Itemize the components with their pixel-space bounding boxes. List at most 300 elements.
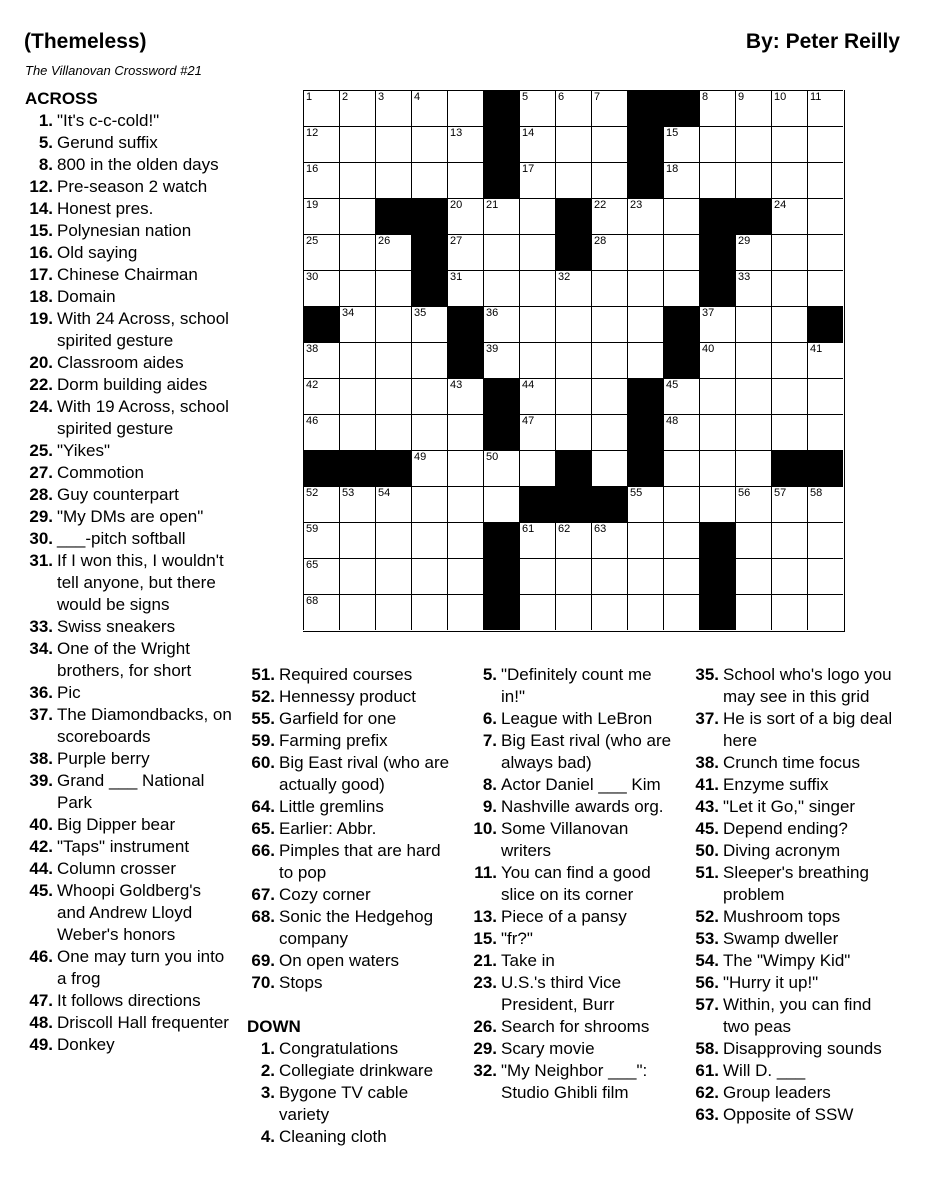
clue-text: School who's logo you may see in this grid xyxy=(723,665,892,706)
grid-cell[interactable] xyxy=(663,414,699,450)
grid-cell[interactable] xyxy=(735,234,771,270)
cell-number: 54 xyxy=(378,487,391,499)
grid-cell[interactable] xyxy=(771,90,807,126)
cell-number: 60 xyxy=(486,523,499,535)
clue-number: 68. xyxy=(251,907,275,926)
clue-text: The "Wimpy Kid" xyxy=(723,951,851,970)
clue-item xyxy=(29,308,232,352)
clue-item xyxy=(251,840,459,884)
grid-cell[interactable] xyxy=(339,486,375,522)
clue-item xyxy=(473,1060,676,1104)
clue-text: "My Neighbor ___": Studio Ghibli film xyxy=(501,1061,648,1102)
clue-number: 10. xyxy=(473,819,497,838)
grid-cell[interactable] xyxy=(663,558,699,594)
clue-item xyxy=(29,748,232,770)
grid-cell[interactable] xyxy=(735,594,771,630)
clue-number: 63. xyxy=(695,1105,719,1124)
clue-text: Pre-season 2 watch xyxy=(57,177,208,196)
grid-cell[interactable] xyxy=(555,126,591,162)
grid-cell[interactable] xyxy=(627,342,663,378)
grid-cell[interactable] xyxy=(411,306,447,342)
grid-cell[interactable] xyxy=(555,558,591,594)
grid-cell[interactable] xyxy=(555,378,591,414)
grid-cell[interactable] xyxy=(771,486,807,522)
clue-item xyxy=(29,242,232,264)
grid-cell[interactable] xyxy=(375,414,411,450)
black-square xyxy=(627,90,663,126)
cell-number: 51 xyxy=(630,451,643,463)
grid-cell[interactable] xyxy=(807,378,843,414)
clue-number: 32. xyxy=(473,1061,497,1080)
grid-cell[interactable] xyxy=(771,378,807,414)
clue-text: Search for shrooms xyxy=(501,1017,650,1036)
black-square xyxy=(735,198,771,234)
grid-cell[interactable] xyxy=(303,342,339,378)
clue-text: "fr?" xyxy=(501,929,533,948)
grid-cell[interactable] xyxy=(627,306,663,342)
cell-number: 35 xyxy=(414,307,427,319)
grid-cell[interactable] xyxy=(339,522,375,558)
grid-cell[interactable] xyxy=(519,126,555,162)
grid-cell[interactable] xyxy=(447,378,483,414)
grid-cell[interactable] xyxy=(447,414,483,450)
clue-item xyxy=(251,730,459,752)
clue-item xyxy=(29,352,232,374)
grid-cell[interactable] xyxy=(339,90,375,126)
grid-cell[interactable] xyxy=(627,198,663,234)
grid-cell[interactable] xyxy=(375,126,411,162)
grid-cell[interactable] xyxy=(519,450,555,486)
grid-cell[interactable] xyxy=(735,378,771,414)
grid-cell[interactable] xyxy=(483,270,519,306)
clue-item xyxy=(695,818,893,840)
clue-number: 25. xyxy=(29,441,53,460)
cell-number: 6 xyxy=(558,91,565,103)
grid-cell[interactable] xyxy=(375,342,411,378)
grid-cell[interactable] xyxy=(771,414,807,450)
grid-cell[interactable] xyxy=(807,342,843,378)
clue-text: Polynesian nation xyxy=(57,221,192,240)
grid-cell[interactable] xyxy=(483,198,519,234)
grid-cell[interactable] xyxy=(519,234,555,270)
cell-number: 47 xyxy=(522,415,535,427)
grid-cell[interactable] xyxy=(303,90,339,126)
grid-cell[interactable] xyxy=(375,306,411,342)
clue-item xyxy=(473,818,676,862)
black-square xyxy=(699,270,735,306)
grid-cell[interactable] xyxy=(483,342,519,378)
clue-text: Big East rival (who are actually good) xyxy=(279,753,450,794)
black-square xyxy=(303,450,339,486)
grid-cell[interactable] xyxy=(375,162,411,198)
grid-cell[interactable] xyxy=(807,234,843,270)
grid-cell[interactable] xyxy=(519,342,555,378)
grid-cell[interactable] xyxy=(627,522,663,558)
grid-cell[interactable] xyxy=(699,378,735,414)
clue-number: 35. xyxy=(695,665,719,684)
cell-number: 37 xyxy=(702,307,715,319)
grid-cell[interactable] xyxy=(735,306,771,342)
clue-number: 4. xyxy=(260,1127,275,1146)
grid-cell[interactable] xyxy=(339,270,375,306)
grid-cell[interactable] xyxy=(699,450,735,486)
cell-number: 16 xyxy=(306,163,319,175)
grid-cell[interactable] xyxy=(663,198,699,234)
grid-cell[interactable] xyxy=(735,342,771,378)
grid-cell[interactable] xyxy=(303,594,339,630)
clue-item xyxy=(29,858,232,880)
cell-number: 9 xyxy=(738,91,745,103)
grid-cell[interactable] xyxy=(807,270,843,306)
cell-number: 63 xyxy=(594,523,607,535)
black-square xyxy=(627,450,663,486)
grid-cell[interactable] xyxy=(303,126,339,162)
black-square xyxy=(699,198,735,234)
grid-cell[interactable] xyxy=(627,558,663,594)
puzzle-title: (Themeless) xyxy=(24,30,147,53)
cell-number: 25 xyxy=(306,235,319,247)
grid-cell[interactable] xyxy=(771,198,807,234)
grid-cell[interactable] xyxy=(411,414,447,450)
grid-cell[interactable] xyxy=(663,378,699,414)
clue-item xyxy=(29,506,232,528)
grid-cell[interactable] xyxy=(555,162,591,198)
grid-cell[interactable] xyxy=(519,162,555,198)
grid-cell[interactable] xyxy=(699,486,735,522)
grid-cell[interactable] xyxy=(771,594,807,630)
clue-text: On open waters xyxy=(279,951,400,970)
clue-number: 5. xyxy=(482,665,497,684)
grid-cell[interactable] xyxy=(771,558,807,594)
grid-cell[interactable] xyxy=(591,90,627,126)
grid-cell[interactable] xyxy=(807,198,843,234)
clue-number: 1. xyxy=(260,1039,275,1058)
grid-cell[interactable] xyxy=(411,162,447,198)
grid-cell[interactable] xyxy=(591,342,627,378)
grid-cell[interactable] xyxy=(807,414,843,450)
grid-cell[interactable] xyxy=(339,378,375,414)
grid-cell[interactable] xyxy=(375,558,411,594)
grid-cell[interactable] xyxy=(339,558,375,594)
grid-cell[interactable] xyxy=(483,486,519,522)
grid-cell[interactable] xyxy=(771,522,807,558)
clue-text: Collegiate drinkware xyxy=(279,1061,434,1080)
grid-cell[interactable] xyxy=(771,342,807,378)
black-square xyxy=(411,270,447,306)
black-square xyxy=(339,450,375,486)
grid-cell[interactable] xyxy=(591,198,627,234)
clue-number: 38. xyxy=(29,749,53,768)
grid-cell[interactable] xyxy=(807,522,843,558)
clue-number: 51. xyxy=(251,665,275,684)
grid-cell[interactable] xyxy=(735,486,771,522)
grid-cell[interactable] xyxy=(627,234,663,270)
grid-cell[interactable] xyxy=(735,414,771,450)
grid-cell[interactable] xyxy=(591,162,627,198)
grid-cell[interactable] xyxy=(447,234,483,270)
grid-cell[interactable] xyxy=(699,306,735,342)
cell-number: 57 xyxy=(774,487,787,499)
clue-item xyxy=(29,770,232,814)
cell-number: 68 xyxy=(306,595,319,607)
clue-number: 45. xyxy=(29,881,53,900)
clue-item xyxy=(29,616,232,638)
grid-cell[interactable] xyxy=(447,198,483,234)
grid-cell[interactable] xyxy=(555,522,591,558)
grid-cell[interactable] xyxy=(519,558,555,594)
grid-cell[interactable] xyxy=(483,450,519,486)
clue-number: 45. xyxy=(695,819,719,838)
grid-cell[interactable] xyxy=(807,558,843,594)
down-heading: DOWN xyxy=(247,1017,301,1036)
black-square xyxy=(627,414,663,450)
grid-cell[interactable] xyxy=(447,450,483,486)
clue-text: Opposite of SSW xyxy=(723,1105,854,1124)
grid-cell[interactable] xyxy=(447,162,483,198)
grid-cell[interactable] xyxy=(339,162,375,198)
clue-number: 57. xyxy=(695,995,719,1014)
cell-number: 22 xyxy=(594,199,607,211)
grid-cell[interactable] xyxy=(663,594,699,630)
grid-cell[interactable] xyxy=(735,450,771,486)
crossword-grid xyxy=(303,90,845,632)
grid-cell[interactable] xyxy=(771,306,807,342)
grid-cell[interactable] xyxy=(303,522,339,558)
grid-cell[interactable] xyxy=(627,270,663,306)
clue-item xyxy=(695,774,893,796)
grid-cell[interactable] xyxy=(483,306,519,342)
grid-cell[interactable] xyxy=(555,90,591,126)
clue-item xyxy=(38,110,232,132)
clue-text: Depend ending? xyxy=(723,819,848,838)
clue-text: "My DMs are open" xyxy=(57,507,204,526)
grid-cell[interactable] xyxy=(339,306,375,342)
clue-text: Big East rival (who are always bad) xyxy=(501,731,672,772)
clue-number: 58. xyxy=(695,1039,719,1058)
clue-item xyxy=(29,264,232,286)
grid-cell[interactable] xyxy=(663,450,699,486)
cell-number: 32 xyxy=(558,271,571,283)
clue-text: "Let it Go," singer xyxy=(723,797,856,816)
grid-cell[interactable] xyxy=(807,162,843,198)
grid-cell[interactable] xyxy=(735,270,771,306)
clue-list xyxy=(260,1038,459,1148)
grid-cell[interactable] xyxy=(339,126,375,162)
grid-cell[interactable] xyxy=(663,486,699,522)
grid-cell[interactable] xyxy=(519,522,555,558)
grid-cell[interactable] xyxy=(411,378,447,414)
cell-number: 46 xyxy=(306,415,319,427)
black-square xyxy=(663,90,699,126)
puzzle-subtitle: The Villanovan Crossword #21 xyxy=(25,63,202,78)
grid-cell[interactable] xyxy=(519,306,555,342)
clue-text: Guy counterpart xyxy=(57,485,179,504)
grid-cell[interactable] xyxy=(375,378,411,414)
clue-number: 28. xyxy=(29,485,53,504)
grid-cell[interactable] xyxy=(591,558,627,594)
grid-cell[interactable] xyxy=(555,594,591,630)
grid-cell[interactable] xyxy=(339,594,375,630)
clue-number: 9. xyxy=(482,797,497,816)
grid-cell[interactable] xyxy=(771,270,807,306)
cell-number: 31 xyxy=(450,271,463,283)
grid-cell[interactable] xyxy=(375,522,411,558)
grid-cell[interactable] xyxy=(411,594,447,630)
grid-cell[interactable] xyxy=(627,594,663,630)
grid-cell[interactable] xyxy=(303,378,339,414)
clue-item xyxy=(695,664,893,708)
grid-cell[interactable] xyxy=(303,486,339,522)
clue-number: 51. xyxy=(695,863,719,882)
grid-cell[interactable] xyxy=(555,342,591,378)
grid-cell[interactable] xyxy=(735,162,771,198)
grid-cell[interactable] xyxy=(519,378,555,414)
grid-cell[interactable] xyxy=(555,414,591,450)
grid-cell[interactable] xyxy=(411,522,447,558)
grid-cell[interactable] xyxy=(447,270,483,306)
grid-cell[interactable] xyxy=(735,126,771,162)
grid-cell[interactable] xyxy=(447,126,483,162)
grid-cell[interactable] xyxy=(591,522,627,558)
grid-cell[interactable] xyxy=(591,450,627,486)
clue-number: 64. xyxy=(251,797,275,816)
grid-cell[interactable] xyxy=(591,378,627,414)
grid-cell[interactable] xyxy=(663,234,699,270)
clue-text: Commotion xyxy=(57,463,144,482)
clue-number: 66. xyxy=(251,841,275,860)
grid-cell[interactable] xyxy=(663,126,699,162)
clue-number: 37. xyxy=(695,709,719,728)
grid-cell[interactable] xyxy=(771,234,807,270)
grid-cell[interactable] xyxy=(339,234,375,270)
grid-cell[interactable] xyxy=(447,558,483,594)
grid-cell[interactable] xyxy=(807,126,843,162)
clue-item xyxy=(251,972,459,994)
grid-cell[interactable] xyxy=(411,486,447,522)
grid-cell[interactable] xyxy=(519,594,555,630)
grid-cell[interactable] xyxy=(303,234,339,270)
grid-cell[interactable] xyxy=(591,270,627,306)
grid-cell[interactable] xyxy=(375,270,411,306)
clue-item xyxy=(29,396,232,440)
clue-item xyxy=(695,950,893,972)
clue-number: 19. xyxy=(29,309,53,328)
clue-list xyxy=(29,110,232,1056)
grid-cell[interactable] xyxy=(663,162,699,198)
clue-number: 55. xyxy=(251,709,275,728)
grid-cell[interactable] xyxy=(411,342,447,378)
grid-cell[interactable] xyxy=(411,558,447,594)
grid-cell[interactable] xyxy=(447,522,483,558)
clue-item xyxy=(29,638,232,682)
clue-item xyxy=(29,880,232,946)
grid-cell[interactable] xyxy=(411,450,447,486)
clue-text: With 24 Across, school spirited gesture xyxy=(57,309,229,350)
clue-item xyxy=(251,818,459,840)
clue-number: 24. xyxy=(29,397,53,416)
grid-cell[interactable] xyxy=(555,306,591,342)
grid-cell[interactable] xyxy=(519,270,555,306)
cell-number: 3 xyxy=(378,91,385,103)
grid-cell[interactable] xyxy=(339,414,375,450)
cell-number: 34 xyxy=(342,307,355,319)
grid-cell[interactable] xyxy=(591,234,627,270)
clue-item xyxy=(260,1060,459,1082)
grid-cell[interactable] xyxy=(339,198,375,234)
cell-number: 18 xyxy=(666,163,679,175)
grid-cell[interactable] xyxy=(771,126,807,162)
grid-cell[interactable] xyxy=(735,558,771,594)
clue-item xyxy=(251,884,459,906)
clue-item xyxy=(473,1016,676,1038)
grid-cell[interactable] xyxy=(375,486,411,522)
clue-number: 2. xyxy=(260,1061,275,1080)
cell-number: 20 xyxy=(450,199,463,211)
clue-item xyxy=(251,796,459,818)
grid-cell[interactable] xyxy=(447,90,483,126)
grid-cell[interactable] xyxy=(699,162,735,198)
grid-cell[interactable] xyxy=(303,414,339,450)
grid-cell[interactable] xyxy=(555,270,591,306)
clue-text: Classroom aides xyxy=(57,353,184,372)
grid-cell[interactable] xyxy=(411,126,447,162)
grid-cell[interactable] xyxy=(591,414,627,450)
grid-cell[interactable] xyxy=(519,414,555,450)
grid-cell[interactable] xyxy=(807,90,843,126)
grid-cell[interactable] xyxy=(447,486,483,522)
grid-cell[interactable] xyxy=(447,594,483,630)
grid-cell[interactable] xyxy=(339,342,375,378)
grid-cell[interactable] xyxy=(591,594,627,630)
grid-cell[interactable] xyxy=(735,522,771,558)
grid-cell[interactable] xyxy=(699,342,735,378)
grid-cell[interactable] xyxy=(699,126,735,162)
clue-number: 47. xyxy=(29,991,53,1010)
grid-cell[interactable] xyxy=(303,198,339,234)
grid-cell[interactable] xyxy=(663,522,699,558)
grid-cell[interactable] xyxy=(807,594,843,630)
grid-cell[interactable] xyxy=(375,594,411,630)
clue-item xyxy=(29,176,232,198)
clue-text: League with LeBron xyxy=(501,709,653,728)
grid-cell[interactable] xyxy=(375,90,411,126)
clue-text: He is sort of a big deal here xyxy=(723,709,893,750)
grid-cell[interactable] xyxy=(591,306,627,342)
grid-cell[interactable] xyxy=(699,414,735,450)
grid-cell[interactable] xyxy=(519,198,555,234)
grid-cell[interactable] xyxy=(303,162,339,198)
grid-cell[interactable] xyxy=(303,558,339,594)
grid-cell[interactable] xyxy=(771,162,807,198)
grid-cell[interactable] xyxy=(627,486,663,522)
grid-cell[interactable] xyxy=(375,234,411,270)
grid-cell[interactable] xyxy=(663,270,699,306)
grid-cell[interactable] xyxy=(483,234,519,270)
grid-cell[interactable] xyxy=(519,90,555,126)
clue-item xyxy=(29,550,232,616)
cell-number: 12 xyxy=(306,127,319,139)
grid-cell[interactable] xyxy=(411,90,447,126)
grid-cell[interactable] xyxy=(591,126,627,162)
grid-cell[interactable] xyxy=(699,90,735,126)
grid-cell[interactable] xyxy=(735,90,771,126)
grid-cell[interactable] xyxy=(807,486,843,522)
black-square xyxy=(303,306,339,342)
grid-cell[interactable] xyxy=(303,270,339,306)
clue-text: Little gremlins xyxy=(279,797,384,816)
black-square xyxy=(555,450,591,486)
cell-number: 70 xyxy=(702,595,715,607)
